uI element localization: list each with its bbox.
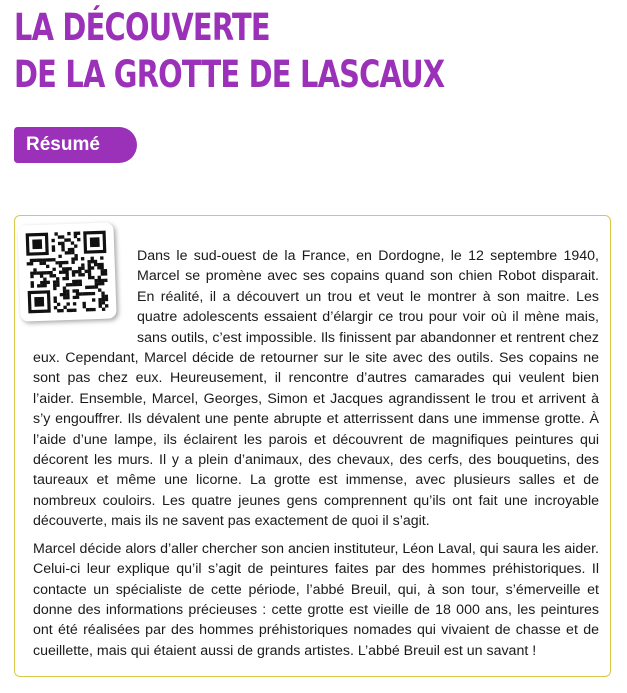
summary-badge [14, 127, 137, 163]
paragraph-2: Marcel décide alors d’aller chercher son ancien instituteur, Léon Laval, qui saura les aider. Celui-ci leur explique qu’il s’agit de peintures faites par des hommes préhistoriques. Il contacte un spécialiste de cette période, l’abbé Breuil, qui, à son tour, s’émerveille et donne des informations précieuses : cette grotte est vieille de 18 000 ans, les peintures ont été réalisées par des hommes préhistoriques nomades qui vivaient de chasse et de cueillette, mais qui étaient aussi de grands artistes. L’abbé Breuil est un savant ! [33, 540, 599, 659]
summary-text [33, 246, 599, 668]
paragraph-1: Dans le sud-ouest de la France, en Dordogne, le 12 septembre 1940, Marcel se promène avec ses copains quand son chien Robot disparait. En réalité, il a découvert un trou et veut le montrer à son maitre. Les quatre adolescents essaient d’élargir ce trou pour voir où il mène mais, sans outils, c’est impossible. Ils finissent par abandonner et rentrent chez eux. Cependant, Marcel décide de retourner sur le site avec des outils. Ses copains ne sont pas chez eux. Heureusement, il rencontre d’autres camarades qui veulent bien l’aider. Ensemble, Marcel, Georges, Simon et Jacques agrandissent le trou et arrivent à s’y engouffrer. Ils dévalent une pente abrupte et atterrissent dans une immense grotte. À l’aide d’une lampe, ils éclairent les parois et découvrent de magnifiques peintures qui décorent les murs. Il y a plein d’animaux, des chevaux, des cerfs, des bouquetins, des taureaux et même une licorne. La grotte est immense, avec plusieurs salles et de nombreux couloirs. Les quatre jeunes gens comprennent qu’ils ont fait une incroyable découverte, mais ils ne savent pas exactement de quoi il s’agit. [33, 248, 599, 530]
summary-badge-label: Résumé [26, 134, 100, 155]
title-line-1: LA DÉCOUVERTE [14, 6, 270, 49]
page-title [14, 4, 444, 98]
qr-spacer [33, 246, 137, 348]
summary-card [14, 215, 611, 677]
title-line-2: DE LA GROTTE DE LASCAUX [14, 53, 445, 96]
